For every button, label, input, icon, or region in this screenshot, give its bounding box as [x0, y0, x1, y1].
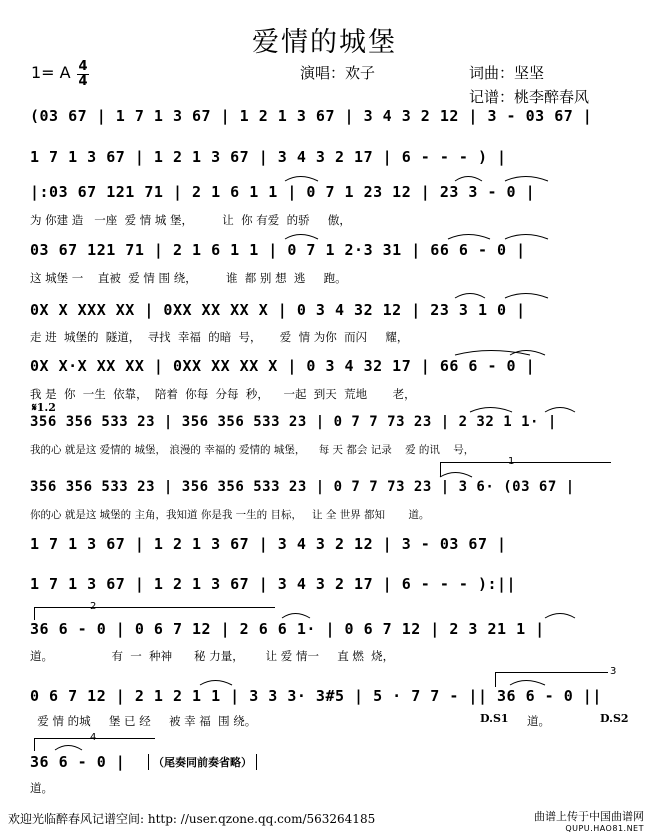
volta-1-label: 1 — [508, 456, 515, 467]
score-row-5: 0X X XXX XX | 0XX XX XX X | 0 3 4 32 12 | 23 3 1 0 | — [30, 301, 526, 319]
score-row-13: 36 6 - 0 | — [30, 753, 126, 771]
volta-1-bracket — [440, 462, 611, 477]
singer-credit: 演唱：欢子 — [300, 64, 376, 82]
score-row-8: 356 356 533 23 | 356 356 533 23 | 0 7 7 73 23 | 3 6· (03 67 | — [30, 479, 575, 495]
ds1-marker: D.S1 — [480, 712, 509, 725]
score-row-3: |:03 67 121 71 | 2 1 6 1 1 | 0 7 1 23 12 | 23 3 - 0 | — [30, 183, 536, 201]
volta-4-label: 4 — [90, 732, 97, 743]
segno-marker: 𝄋1.2 — [32, 401, 56, 414]
lyrics-row-5: 走 进 城堡的 隧道， 寻找 幸福 的暗 号， 爱 情 为你 而闪 耀， — [30, 330, 409, 344]
volta-2-bracket — [34, 607, 275, 620]
footer-watermark-text: 曲谱上传于中国曲谱网 — [534, 810, 644, 823]
lyrics-row-7: 我的心 就是这 爱情的 城堡， 浪漫的 幸福的 爱情的 城堡， 每 天 都会 记录 爱 的讯 号， — [30, 444, 475, 456]
score-row-4: 03 67 121 71 | 2 1 6 1 1 | 0 7 1 2·3 31 | 66 6 - 0 | — [30, 241, 526, 259]
outro-note: （尾奏同前奏省略） — [148, 754, 257, 770]
footer-credit: 欢迎光临醉春风记谱空间: http: //user.qzone.qq.com/563264185 — [8, 812, 376, 826]
lyricist-credit: 词曲：坚坚 — [469, 64, 545, 82]
score-row-2: 1 7 1 3 67 | 1 2 1 3 67 | 3 4 3 2 17 | 6 - - - ) | — [30, 148, 507, 166]
score-row-9: 1 7 1 3 67 | 1 2 1 3 67 | 3 4 3 2 12 | 3 - 03 67 | — [30, 535, 507, 553]
lyrics-row-8: 你的心 就是这 城堡的 主角，我知道 你是我 一生的 目标， 让 全 世界 都知 道。 — [30, 509, 430, 521]
score-row-6: 0X X·X XX XX | 0XX XX XX X | 0 3 4 32 17 | 66 6 - 0 | — [30, 357, 536, 375]
lyrics-row-3: 为 你建 造 一座 爱 情 城 堡， 让 你 有爱 的骄 傲， — [30, 213, 351, 227]
ds2-marker: D.S2 — [600, 712, 629, 725]
score-row-7: 356 356 533 23 | 356 356 533 23 | 0 7 7 73 23 | 2 32 1 1· | — [30, 414, 557, 430]
score-row-11: 36 6 - 0 | 0 6 7 12 | 2 6 6 1· | 0 6 7 12 | 2 3 21 1 | — [30, 620, 545, 638]
volta-3-bracket — [495, 672, 608, 687]
lyrics-row-12: 爱 情 的城 堡 已 经 被 幸 福 围 绕。 — [30, 714, 257, 728]
score-row-12: 0 6 7 12 | 2 1 2 1 1 | 3 3 3· 3#5 | 5 · 7 7 - || 36 6 - 0 || — [30, 687, 602, 705]
lyrics-row-11: 道。 有 一 种神 秘 力量， 让 爱 情一 直 燃 烧， — [30, 649, 395, 663]
ds1-lyric: 道。 — [527, 714, 550, 728]
lyrics-row-4: 这 城堡 一 直被 爱 情 围 绕， 谁 都 别 想 逃 跑。 — [30, 271, 347, 285]
volta-2-label: 2 — [90, 601, 97, 612]
transcriber-credit: 记谱：桃李醉春风 — [469, 88, 590, 106]
score-row-1: (03 67 | 1 7 1 3 67 | 1 2 1 3 67 | 3 4 3 2 12 | 3 - 03 67 | — [30, 107, 593, 125]
lyrics-row-6: 我 是 你 一生 依靠， 陪着 你每 分每 秒， 一起 到天 荒地 老， — [30, 387, 416, 401]
volta-4-bracket — [34, 738, 155, 751]
key-signature: 1= A — [31, 63, 71, 82]
time-signature — [77, 61, 89, 88]
time-signature-bottom: 4 — [78, 74, 88, 89]
footer-watermark — [520, 808, 644, 833]
score-row-10: 1 7 1 3 67 | 1 2 1 3 67 | 3 4 3 2 17 | 6 - - - ):|| — [30, 575, 517, 593]
song-title: 爱情的城堡 — [252, 27, 397, 58]
volta-3-label: 3 — [610, 666, 617, 677]
time-signature-top: 4 — [78, 59, 88, 74]
lyrics-row-13: 道。 — [30, 781, 53, 795]
footer-watermark-site: QUPU.HAO81.NET — [565, 824, 644, 833]
